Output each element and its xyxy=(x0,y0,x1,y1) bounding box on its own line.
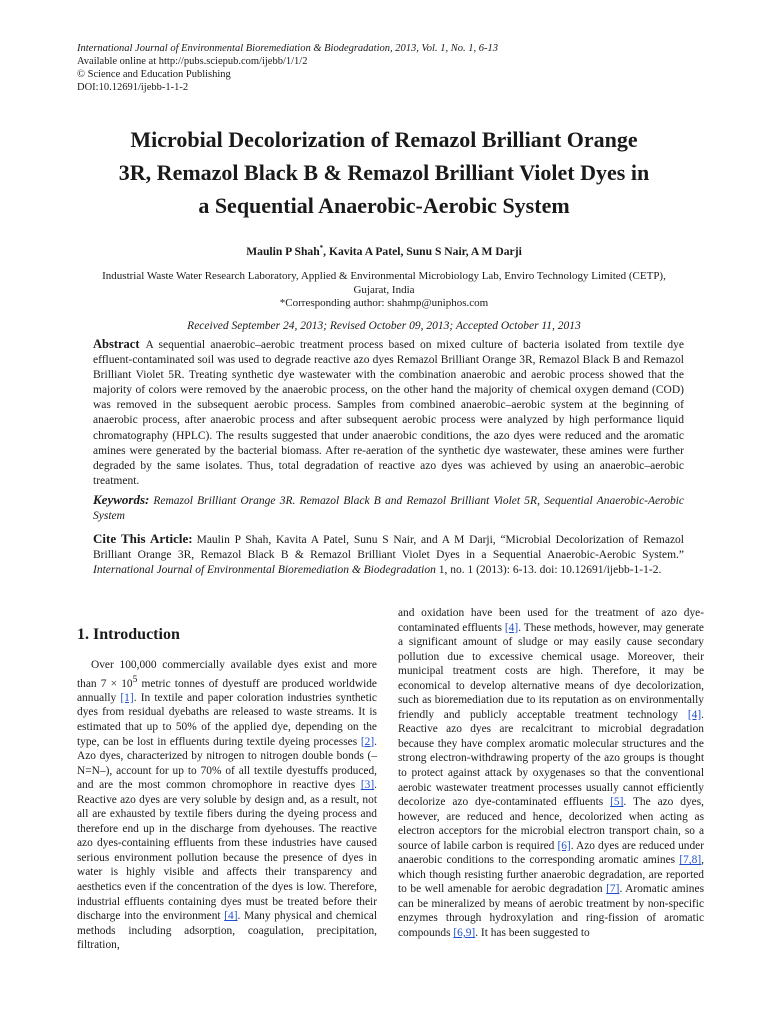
body-text: Over 100,000 commercially available dyes exist and more than 7 × 10 xyxy=(77,659,377,690)
body-text: . These methods, however, may generate a significant amount of sludge or may easily cause secondary pollution due to excessive chemical usage. Moreover, their municipal treatment costs are high. Therefore, it may be economical to develop alternative means of dye decolorization, such as bioremediation due to its reputation as on environmentally friendly and publicly acceptable treatment technology xyxy=(398,621,704,721)
body-text: . It has been suggested to xyxy=(475,927,590,940)
body-text: . Aromatic amines can be mineralized by means of aerobic treatment by non-specific enzymes through hydroxylation and ring-fission of aromatic compounds xyxy=(398,883,704,940)
citation-link[interactable]: [4] xyxy=(224,910,238,923)
body-column-right xyxy=(398,606,704,941)
body-text: metric tonnes of dyestuff are produced worldwide annually xyxy=(77,677,377,704)
corresponding-marker: * xyxy=(319,244,324,252)
author-rest: , Kavita A Patel, Sunu S Nair, A M Darji xyxy=(323,244,522,258)
abstract-text: A sequential anaerobic–aerobic treatment process based on mixed culture of bacteria isolated from textile dye effluent-contaminated soil was used to degrade reactive azo dyes Remazol Brilliant Orange 3R, Remazol Black B and Remazol Brilliant Violet 5R. Treating synthetic dye wastewater with the combination anaerobic and aerobic process showed that the majority of colors were removed by the anaerobic process, on the other hand the majority of chemical oxygen demand (COD) was removed in the subsequent aerobic process. Samples from combined anaerobic–aerobic system at the beginning of anaerobic process, after anaerobic process and after subsequent aerobic process were analyzed by high performance liquid chromatography (HPLC). The results suggested that under anaerobic conditions, the azo dyes were reduced and the aromatic amines were generated by the bacterial biomass. After re-aeration of the synthetic dye wastewater, these amines were further degraded by the same isolates. Thus, total degradation of reactive azo dyes was achieved by using an anaerobic–aerobic treatment. xyxy=(93,339,684,487)
section-heading: 1. Introduction xyxy=(77,626,180,643)
citation-link[interactable]: [2] xyxy=(360,735,375,748)
affiliation-line: Industrial Waste Water Research Laboratory, Applied & Environmental Microbiology Lab, Enviro Technology Limited (CETP), xyxy=(102,270,666,282)
citation-link[interactable]: [4] xyxy=(687,708,702,721)
title-line: a Sequential Anaerobic-Aerobic System xyxy=(198,193,570,218)
body-column-left xyxy=(77,658,377,953)
citation-link[interactable]: [6,9] xyxy=(453,927,476,940)
cite-text: Maulin P Shah, Kavita A Patel, Sunu S Nair, and A M Darji, “Microbial Decolorization of Remazol Brilliant Orange 3R, Remazol Black B & Remazol Brilliant Violet Dyes in a Sequential Anaerobic-Aerobic System.” xyxy=(93,534,684,562)
body-text: . In textile and paper coloration industries synthetic dyes from residual dyebaths are released to waste streams. It is estimated that up to 50% of the applied dye, depending on the type, can be lost in effluents during textile dyeing processes xyxy=(77,691,377,748)
journal-line: International Journal of Environmental Bioremediation & Biodegradation, 2013, Vol. 1, No. 1, 6-13 xyxy=(77,43,498,54)
author-first: Maulin P Shah xyxy=(246,244,320,258)
citation-link[interactable]: [4] xyxy=(504,621,519,634)
body-text: , which though resisting further anaerobic degradation, are reported to be well amenable for aerobic degradation xyxy=(398,854,704,896)
body-text: and oxidation have been used for the treatment of azo dye-contaminated effluents xyxy=(398,607,704,634)
doi-line: DOI:10.12691/ijebb-1-1-2 xyxy=(77,82,189,93)
received-dates: Received September 24, 2013; Revised October 09, 2013; Accepted October 11, 2013 xyxy=(187,320,581,332)
body-text: . Many physical and chemical methods including adsorption, coagulation, precipitation, filtration, xyxy=(77,910,377,952)
exponent: 5 xyxy=(132,674,138,685)
body-text: . Reactive azo dyes are very soluble by design and, as a result, not all are exhausted by textile fibers during the dyeing process and therefore end up in the discharge from dyehouses. The reactive azo dyes-containing effluents from these industries have caused serious environment pollution because the presence of dyes in water is highly visible and affects their transparency and aesthetics even if the concentration of the dyes is low. Therefore, industrial effluents containing dyes must be treated before their discharge into the environment xyxy=(77,779,377,923)
body-text: . Azo dyes, characterized by nitrogen to nitrogen double bonds (–N=N–), account for up to 70% of all textile dyestuffs produced, and are the most common chromophore in reactive dyes xyxy=(77,735,377,792)
abstract xyxy=(93,337,684,489)
cite-this-article xyxy=(93,531,684,578)
cite-label: Cite This Article: xyxy=(93,531,193,546)
keywords-text: Remazol Brilliant Orange 3R. Remazol Black B and Remazol Brilliant Violet 5R, Sequential Anaerobic-Aerobic System xyxy=(93,495,684,523)
citation-link[interactable]: [3] xyxy=(360,779,375,792)
abstract-label: Abstract xyxy=(93,337,140,351)
body-text: . The azo dyes, however, are reduced and hence, decolorized when acting as electron acceptors for the microbial electron transport chain, so a source of labile carbon is required xyxy=(398,796,705,852)
cite-journal: International Journal of Environmental Bioremediation & Biodegradation xyxy=(93,564,436,577)
affiliation xyxy=(60,270,708,311)
title-line: 3R, Remazol Black B & Remazol Brilliant Violet Dyes in xyxy=(118,160,650,185)
corresponding-author: *Corresponding author: shahmp@uniphos.com xyxy=(279,297,489,309)
available-online-line: Available online at http://pubs.sciepub.com/ijebb/1/1/2 xyxy=(77,56,308,67)
body-text: . Reactive azo dyes are recalcitrant to microbial degradation because they have complex aromatic molecular structures and the strong electron-withdrawing property of the azo groups is thought to protect against attack by oxygenases so that the conventional aerobic wastewater treatment processes usually cannot efficiently decolorize azo dye-contaminated effluents xyxy=(398,708,704,809)
citation-link[interactable]: [7] xyxy=(606,883,620,896)
author-list xyxy=(60,241,708,259)
citation-link[interactable]: [7,8] xyxy=(679,854,702,867)
body-text: . Azo dyes are reduced under anaerobic conditions to the corresponding aromatic amines xyxy=(398,839,705,867)
keywords xyxy=(93,492,684,524)
affiliation-line: Gujarat, India xyxy=(353,283,415,296)
citation-link[interactable]: [1] xyxy=(120,691,134,704)
citation-link[interactable]: [5] xyxy=(610,796,624,809)
copyright-line: © Science and Education Publishing xyxy=(77,69,231,80)
article-title xyxy=(60,123,708,222)
cite-text-end: 1, no. 1 (2013): 6-13. doi: 10.12691/ijebb-1-1-2. xyxy=(435,564,662,577)
citation-link[interactable]: [6] xyxy=(557,839,571,852)
keywords-label: Keywords: xyxy=(93,492,150,507)
title-line: Microbial Decolorization of Remazol Brilliant Orange xyxy=(130,127,638,152)
journal-header xyxy=(77,42,697,94)
